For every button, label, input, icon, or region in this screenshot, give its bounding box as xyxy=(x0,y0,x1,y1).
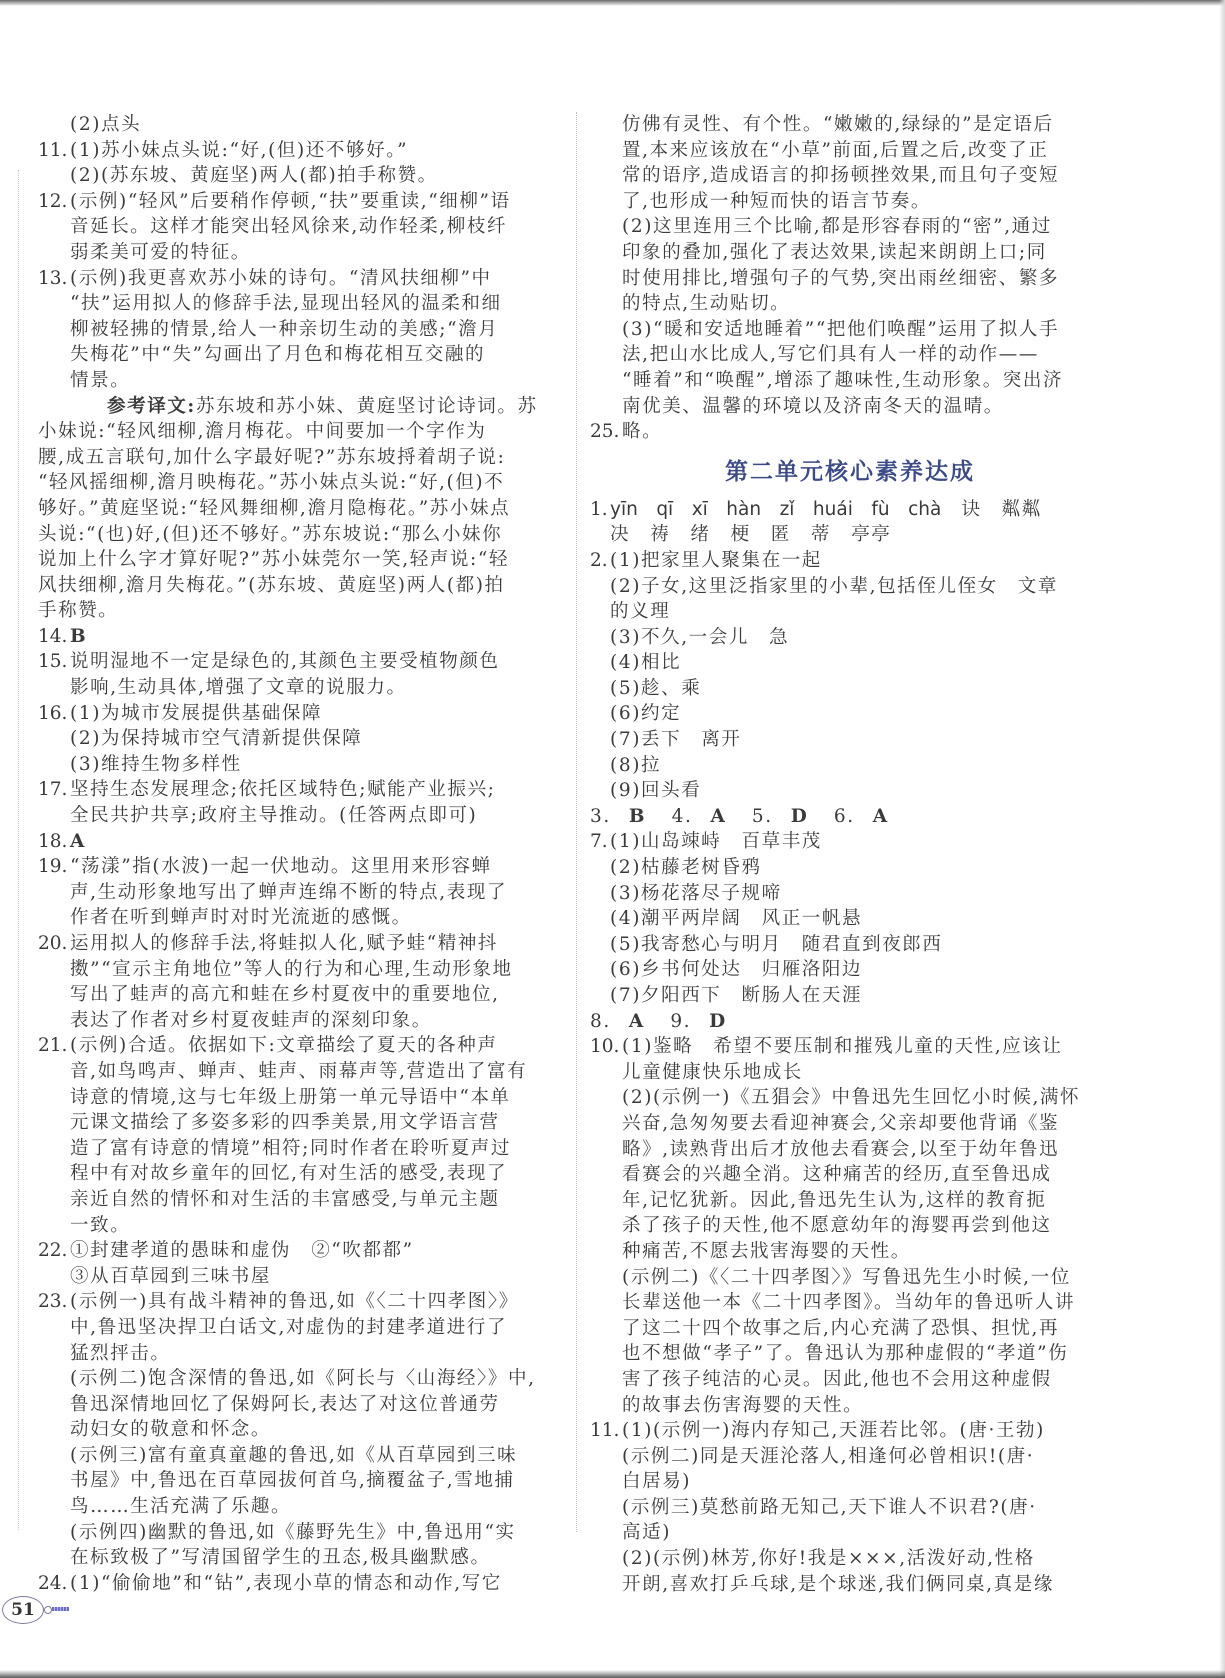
answer-line: 元课文描绘了多姿多彩的四季美景,用文学语言营 xyxy=(70,1112,500,1134)
question-number: 24. xyxy=(38,1572,68,1594)
question-number: 18. xyxy=(38,830,68,852)
answer-line: (1)把家里人聚集在一起 xyxy=(610,549,822,571)
answer-5 xyxy=(752,806,809,827)
answer-line: 猛烈抨击。 xyxy=(70,1342,171,1364)
answer-line: (4)潮平两岸阔 风正一帆悬 xyxy=(610,908,863,930)
answer-line: (2)这里连用三个比喻,都是形容春雨的“密”,通过 xyxy=(622,216,1052,238)
question-number: 25. xyxy=(590,421,620,443)
answer-14 xyxy=(38,624,558,650)
answer-line: 作者在听到蝉声时对时光流逝的感慨。 xyxy=(70,907,412,929)
answer-18 xyxy=(38,829,558,855)
answer-line: 影响,生动具体,增强了文章的说服力。 xyxy=(70,677,407,699)
pinyin-answers: yīn qī xī hàn zǐ huái fù chà xyxy=(610,498,942,520)
pinyin-line xyxy=(610,497,1110,523)
answer-11 xyxy=(38,138,558,189)
character-answers: 诀 粼粼 xyxy=(961,498,1042,520)
answer-line: 法,把山水比成人,写它们具有人一样的动作—— xyxy=(622,344,1039,366)
answer-line: 长辈送他一本《二十四孝图》。当幼年的鲁迅听人讲 xyxy=(622,1292,1076,1314)
answer-line: (2)点头 xyxy=(70,114,142,135)
answer-line: 程中有对故乡童年的回忆,有对生活的感受,表现了 xyxy=(70,1163,508,1185)
translation-line: “轻风摇细柳,澹月映梅花。”苏小妹点头说:“好,(但)不 xyxy=(38,472,505,494)
answer-line: 造了富有诗意的情境”相符;同时作者在聆听夏声过 xyxy=(70,1137,511,1159)
question-number: 15. xyxy=(38,651,68,673)
answer-line: 了,也形成一种短而快的语言节奏。 xyxy=(622,190,931,212)
answer-line: 时使用排比,增强句子的气势,突出雨丝细密、繁多 xyxy=(622,267,1060,289)
answer-line: 略。 xyxy=(622,421,663,443)
answer-line: 音延长。这样才能突出轻风徐来,动作轻柔,柳枝纤 xyxy=(70,216,508,238)
question-number: 13. xyxy=(38,267,68,289)
answer-line: (示例)“轻风”后要稍作停顿,“扶”要重读,“细柳”语 xyxy=(70,190,511,212)
answer-line: (1)为城市发展提供基础保障 xyxy=(70,702,323,724)
answer-line: 在标致极了”写清国留学生的丑态,极具幽默感。 xyxy=(70,1547,491,1569)
answer-line: ③从百草园到三味书屋 xyxy=(70,1265,272,1287)
question-number: 20. xyxy=(38,933,68,954)
answer-line: 鸟……生活充满了乐趣。 xyxy=(70,1496,292,1518)
answer-22 xyxy=(38,1238,558,1289)
answer-line: (3)不久,一会儿 急 xyxy=(610,626,790,648)
answer-24-continued xyxy=(590,112,1110,419)
answer-line: (2)(苏东坡、黄庭坚)两人(都)拍手称赞。 xyxy=(70,165,438,187)
answer-line: 擞”“宣示主角地位”等人的行为和心理,生动形象地 xyxy=(70,958,513,980)
answer-line: 说明湿地不一定是绿色的,其颜色主要受植物颜色 xyxy=(70,651,500,673)
choice-answer: A xyxy=(628,1010,645,1032)
answer-line: (2)为保持城市空气清新提供保障 xyxy=(70,728,363,750)
answer-line: (8)拉 xyxy=(610,754,662,776)
answer-line: 声,生动形象地写出了蝉声连绵不断的特点,表现了 xyxy=(70,881,508,903)
choice-answer: A xyxy=(70,830,86,852)
question-number: 17. xyxy=(38,779,68,801)
translation-text: 苏东坡和苏小妹、黄庭坚讨论诗词。苏 xyxy=(195,395,538,417)
answer-line: (7)丢下 离开 xyxy=(610,729,742,751)
unit-answer-11 xyxy=(590,1418,1110,1597)
question-number: 8. xyxy=(590,1010,611,1032)
answer-3 xyxy=(590,806,646,827)
answer-line: 印象的叠加,强化了表达效果,读起来朗朗上口;同 xyxy=(622,241,1047,263)
page-badge-ornament-icon xyxy=(44,1606,68,1612)
answer-13 xyxy=(38,266,558,394)
answer-21 xyxy=(38,1033,558,1238)
answer-line: “扶”运用拟人的修辞手法,显现出轻风的温柔和细 xyxy=(70,293,502,315)
answer-24 xyxy=(38,1571,558,1597)
answer-line: 一致。 xyxy=(70,1214,131,1236)
answer-line: (1)苏小妹点头说:“好,(但)还不够好。” xyxy=(70,139,409,161)
question-number: 21. xyxy=(38,1035,68,1057)
answer-line: 南优美、温馨的环境以及济南冬天的温晴。 xyxy=(622,395,1004,417)
question-number: 4. xyxy=(671,805,693,827)
unit-answer-1 xyxy=(590,497,1110,548)
answer-line: (1)“偷偷地”和“钻”,表现小草的情态和动作,写它 xyxy=(70,1572,502,1594)
question-number: 19. xyxy=(38,856,68,878)
answer-line: 表达了作者对乡村夏夜蛙声的深刻印象。 xyxy=(70,1009,432,1031)
answer-line: 高适) xyxy=(622,1522,672,1544)
question-number: 23. xyxy=(38,1291,68,1313)
answer-line: (1)山岛竦峙 百草丰茂 xyxy=(610,831,822,853)
answer-line: 种痛苦,不愿去戕害海婴的天性。 xyxy=(622,1240,911,1262)
choice-answer: B xyxy=(628,805,647,827)
choice-answer: D xyxy=(790,805,809,827)
page-number-badge: 51 xyxy=(2,1596,44,1624)
translation-line: 手称赞。 xyxy=(38,600,119,622)
answer-line: (7)夕阳西下 断肠人在天涯 xyxy=(610,985,863,1006)
answer-line: (示例二)《〈二十四孝图〉》写鲁迅先生小时候,一位 xyxy=(622,1266,1071,1288)
answer-line: 诗意的情境,这与七年级上册第一单元导语中“本单 xyxy=(70,1086,511,1108)
unit-answer-10 xyxy=(590,1034,1110,1418)
left-margin-rule xyxy=(18,170,19,1530)
question-number: 12. xyxy=(38,190,68,212)
answer-line: 运用拟人的修辞手法,将蛙拟人化,赋予蛙“精神抖 xyxy=(70,933,499,954)
answer-line: 的义理 xyxy=(610,601,671,623)
unit-answers-8-9 xyxy=(590,1009,1110,1035)
translation-first-line xyxy=(70,394,558,420)
unit-answer-2 xyxy=(590,548,1110,804)
answer-line: 写出了蛙声的高亢和蛙在乡村夏夜中的重要地位, xyxy=(70,984,500,1006)
translation-label: 参考译文: xyxy=(107,395,196,417)
answer-line: (9)回头看 xyxy=(610,780,702,802)
answer-line: (5)趁、乘 xyxy=(610,677,702,699)
answer-line: (2)子女,这里泛指家里的小辈,包括侄儿侄女 文章 xyxy=(610,575,1058,597)
answer-20 xyxy=(38,931,558,1033)
question-number: 10. xyxy=(590,1036,620,1058)
answer-line: (示例一)具有战斗精神的鲁迅,如《〈二十四孝图〉》 xyxy=(70,1291,519,1313)
answer-line: 也不想做“孝子”了。鲁迅认为那种虚假的“孝道”伤 xyxy=(622,1343,1069,1365)
choice-answer: D xyxy=(709,1010,727,1032)
answer-25 xyxy=(590,419,1110,445)
answer-line: (3)“暖和安适地睡着”“把他们唤醒”运用了拟人手 xyxy=(622,318,1060,340)
answer-line: 的故事去伤害海婴的天性。 xyxy=(622,1394,864,1416)
answer-line: (2)枯藤老树昏鸦 xyxy=(610,857,762,879)
question-number: 14. xyxy=(38,625,68,647)
question-number: 11. xyxy=(38,139,68,161)
answer-line: 儿童健康快乐地成长 xyxy=(622,1061,803,1083)
question-number: 5. xyxy=(751,805,773,827)
question-number: 16. xyxy=(38,702,68,724)
answer-line: 弱柔美可爱的特征。 xyxy=(70,241,251,263)
answer-17 xyxy=(38,777,558,828)
question-number: 7. xyxy=(590,831,608,853)
answer-line: ①封建孝道的愚昧和虚伪 ②“吹都都” xyxy=(70,1240,414,1262)
reference-translation xyxy=(38,394,558,624)
translation-line: 风扶细柳,澹月失梅花。”(苏东坡、黄庭坚)两人(都)拍 xyxy=(38,574,505,596)
question-number: 11. xyxy=(590,1420,620,1442)
answer-line: 略》,读熟背出后才放他去看赛会,以至于幼年鲁迅 xyxy=(622,1138,1060,1160)
answer-line: 害了孩子纯洁的心灵。因此,他也不会用这种虚假 xyxy=(622,1368,1052,1390)
answer-line: 了这二十四个故事之后,内心充满了恐惧、担忧,再 xyxy=(622,1317,1060,1339)
answer-9 xyxy=(670,1011,727,1032)
answer-line: “荡漾”指(水波)一起一伏地动。这里用来形容蝉 xyxy=(70,856,492,878)
answer-line: 置,本来应该放在“小草”前面,后置之后,改变了正 xyxy=(622,139,1049,161)
answer-line: 看赛会的兴趣全消。这种痛苦的经历,直至鲁迅成 xyxy=(622,1164,1052,1186)
answer-8 xyxy=(590,1011,645,1032)
answer-line: 的特点,生动贴切。 xyxy=(622,293,791,315)
answer-line: (2)(示例一)《五猖会》中鲁迅先生回忆小时候,满怀 xyxy=(622,1087,1081,1109)
question-number: 3. xyxy=(590,805,611,827)
answer-line: (6)约定 xyxy=(610,703,682,725)
answer-16 xyxy=(38,701,558,778)
choice-answer: A xyxy=(872,805,889,827)
answer-23 xyxy=(38,1289,558,1571)
answer-15 xyxy=(38,649,558,700)
answer-line: (2)(示例)林芳,你好!我是×××,活泼好动,性格 xyxy=(622,1548,1035,1570)
answer-10-continued xyxy=(38,112,558,138)
answer-line: (示例二)同是天涯沦落人,相逢何必曾相识!(唐· xyxy=(622,1445,1035,1467)
answer-19 xyxy=(38,854,558,931)
answer-line: (示例四)幽默的鲁迅,如《藤野先生》中,鲁迅用“实 xyxy=(70,1521,516,1543)
translation-line: 头说:“(也)好,(但)还不够好。”苏东坡说:“那么小妹你 xyxy=(38,523,503,545)
answer-line: 音,如鸟鸣声、蝉声、蛙声、雨幕声等,营造出了富有 xyxy=(70,1060,528,1082)
question-number: 22. xyxy=(38,1240,68,1262)
answer-line: 白居易) xyxy=(622,1471,692,1493)
choice-answer: B xyxy=(70,625,88,647)
answer-line: 动妇女的敬意和怀念。 xyxy=(70,1419,272,1441)
answer-line: (5)我寄愁心与明月 随君直到夜郎西 xyxy=(610,933,943,955)
answer-line: (3)维持生物多样性 xyxy=(70,753,242,775)
answer-line: 年,记忆犹新。因此,鲁迅先生认为,这样的教育扼 xyxy=(622,1189,1047,1211)
question-number: 2. xyxy=(590,549,608,571)
ornament-bar xyxy=(52,1607,69,1611)
scan-bottom-edge xyxy=(0,1670,1225,1678)
answer-line: 常的语序,造成语言的抑扬顿挫效果,而且句子变短 xyxy=(622,165,1060,187)
answer-line: 鲁迅深情地回忆了保姆阿长,表达了对这位普通劳 xyxy=(70,1393,500,1415)
answer-12 xyxy=(38,189,558,266)
answer-line: (示例)我更喜欢苏小妹的诗句。“清风扶细柳”中 xyxy=(70,267,492,289)
section-title: 第二单元核心素养达成 xyxy=(725,458,975,485)
answer-line: 开朗,喜欢打乒乓球,是个球迷,我们俩同桌,真是缘 xyxy=(622,1573,1054,1595)
left-column xyxy=(38,112,558,1596)
question-number: 6. xyxy=(833,805,855,827)
answer-line: 柳被轻拂的情景,给人一种亲切生动的美感;“澹月 xyxy=(70,318,499,340)
column-divider xyxy=(576,112,577,1532)
unit-answers-3-6 xyxy=(590,804,1110,830)
answer-line: (示例三)富有童真童趣的鲁迅,如《从百草园到三味 xyxy=(70,1444,518,1466)
translation-line: 说加上什么字才算好呢?”苏小妹莞尔一笑,轻声说:“轻 xyxy=(38,549,510,571)
answer-6 xyxy=(834,806,889,827)
translation-line: 腰,成五言联句,加什么字最好呢?”苏东坡捋着胡子说: xyxy=(38,446,506,468)
answer-line: (4)相比 xyxy=(610,652,682,674)
answer-line: (1)(示例一)海内存知己,天涯若比邻。(唐·王勃) xyxy=(622,1420,1045,1442)
answer-line: 亲近自然的情怀和对生活的丰富感受,与单元主题 xyxy=(70,1188,500,1210)
answer-line: 中,鲁迅坚决捍卫白话文,对虚伪的封建孝道进行了 xyxy=(70,1316,508,1338)
answer-line: (1)鉴略 希望不要压制和摧残儿童的天性,应该让 xyxy=(622,1036,1063,1058)
answer-line: 杀了孩子的天性,他不愿意幼年的海婴再尝到他这 xyxy=(622,1215,1052,1237)
question-number: 9. xyxy=(670,1010,692,1032)
unit-answer-7 xyxy=(590,829,1110,1008)
answer-line: 兴奋,急匆匆要去看迎神赛会,父亲却要他背诵《鉴 xyxy=(622,1112,1060,1134)
answer-line: (3)杨花落尽子规啼 xyxy=(610,882,782,904)
answer-line: 全民共护共享;政府主导推动。(任答两点即可) xyxy=(70,805,478,827)
choice-answer: A xyxy=(710,805,727,827)
question-number: 1. xyxy=(590,498,608,520)
answer-line: 坚持生态发展理念;依托区域特色;赋能产业振兴; xyxy=(70,779,496,801)
ornament-dot xyxy=(44,1606,52,1614)
answer-4 xyxy=(672,806,727,827)
answer-line: (示例二)饱含深情的鲁迅,如《阿长与〈山海经〉》中, xyxy=(70,1368,536,1390)
answer-line: 情景。 xyxy=(70,369,131,391)
scan-top-edge xyxy=(0,0,1225,6)
translation-line: 够好。”黄庭坚说:“轻风舞细柳,澹月隐梅花。”苏小妹点 xyxy=(38,497,511,519)
translation-line: 小妹说:“轻风细柳,澹月梅花。中间要加一个字作为 xyxy=(38,421,487,443)
answer-line: “睡着”和“唤醒”,增添了趣味性,生动形象。突出济 xyxy=(622,369,1064,391)
answer-line: (示例)合适。依据如下:文章描绘了夏天的各种声 xyxy=(70,1035,498,1057)
answer-line: 书屋》中,鲁迅在百草园拔何首乌,摘覆盆子,雪地捕 xyxy=(70,1470,515,1492)
answer-line: 失梅花”中“失”勾画出了月色和梅花相互交融的 xyxy=(70,344,486,366)
right-column xyxy=(590,112,1110,1597)
answer-line: (示例三)莫愁前路无知己,天下谁人不识君?(唐· xyxy=(622,1496,1037,1518)
scan-right-edge xyxy=(1219,0,1225,1678)
answer-line: (6)乡书何处达 归雁洛阳边 xyxy=(610,959,863,981)
answer-line: 仿佛有灵性、有个性。“嫩嫩的,绿绿的”是定语后 xyxy=(622,114,1054,135)
character-line: 决 祷 绪 梗 匿 蒂 亭亭 xyxy=(610,524,892,546)
